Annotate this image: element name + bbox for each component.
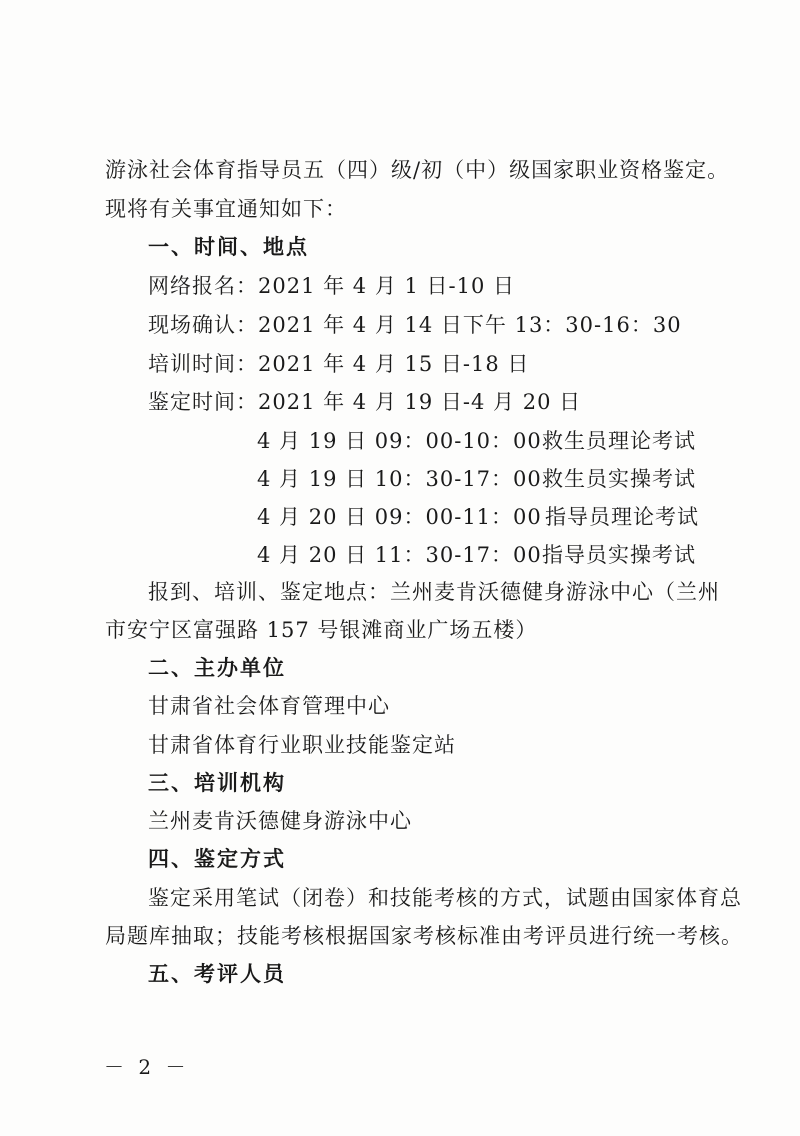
schedule-exam-2: 救生员实操考试 <box>542 467 696 491</box>
section-1-title: 一、时间、地点 <box>148 235 309 259</box>
organizer-2: 甘肃省体育行业职业技能鉴定站 <box>148 733 456 757</box>
page-number: － 2 － <box>104 1055 190 1079</box>
online-registration: 网络报名：2021 年 4 月 1 日-10 日 <box>148 274 516 298</box>
section-3-title: 三、培训机构 <box>148 771 286 795</box>
intro-line-1: 游泳社会体育指导员五（四）级/初（中）级国家职业资格鉴定。 <box>105 158 730 182</box>
exam-time: 鉴定时间：2021 年 4 月 19 日-4 月 20 日 <box>148 390 582 414</box>
section-4-title: 四、鉴定方式 <box>148 847 286 871</box>
section-5-title: 五、考评人员 <box>148 962 286 986</box>
method-line-1: 鉴定采用笔试（闭卷）和技能考核的方式，试题由国家体育总 <box>148 886 742 910</box>
method-line-2: 局题库抽取；技能考核根据国家考核标准由考评员进行统一考核。 <box>105 924 743 948</box>
intro-line-2: 现将有关事宜通知如下： <box>105 197 347 221</box>
venue-line-2: 市安宁区富强路 157 号银滩商业广场五楼） <box>105 618 538 642</box>
organizer-1: 甘肃省社会体育管理中心 <box>148 694 390 718</box>
onsite-confirmation: 现场确认：2021 年 4 月 14 日下午 13：30-16：30 <box>148 313 682 337</box>
schedule-time-3: 4 月 20 日 09：00-11：00 <box>257 505 542 529</box>
schedule-exam-3: 指导员理论考试 <box>545 505 699 529</box>
schedule-exam-1: 救生员理论考试 <box>542 429 696 453</box>
training-organization: 兰州麦肯沃德健身游泳中心 <box>148 809 412 833</box>
schedule-time-1: 4 月 19 日 09：00-10：00 <box>257 429 542 453</box>
schedule-time-4: 4 月 20 日 11：30-17：00 <box>257 543 542 567</box>
section-2-title: 二、主办单位 <box>148 656 286 680</box>
venue-line-1: 报到、培训、鉴定地点：兰州麦肯沃德健身游泳中心（兰州 <box>148 580 720 604</box>
schedule-exam-4: 指导员实操考试 <box>542 543 696 567</box>
training-time: 培训时间：2021 年 4 月 15 日-18 日 <box>148 352 530 376</box>
schedule-time-2: 4 月 19 日 10：30-17：00 <box>257 467 542 491</box>
